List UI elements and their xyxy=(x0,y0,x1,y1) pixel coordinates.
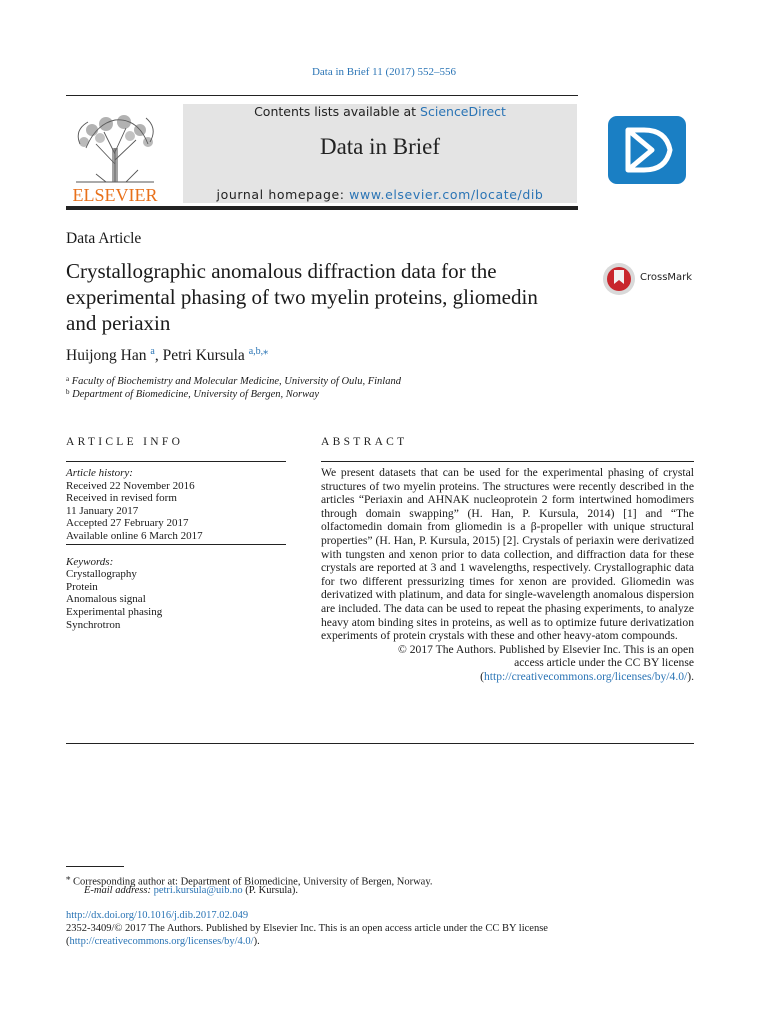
homepage-prefix: journal homepage: xyxy=(216,187,350,202)
author-name[interactable]: Huijong Han xyxy=(66,347,147,364)
abstract-copyright: © 2017 The Authors. Published by Elsevier Inc. This is an open xyxy=(398,642,694,656)
keyword: Synchrotron xyxy=(66,618,121,631)
author-name[interactable]: Petri Kursula xyxy=(162,347,245,364)
keyword: Protein xyxy=(66,580,98,593)
corresponding-text: Corresponding author at: Department of Biomedicine, University of Bergen, Norway. xyxy=(73,876,433,888)
keyword: Experimental phasing xyxy=(66,605,163,618)
sciencedirect-link[interactable]: ScienceDirect xyxy=(420,104,506,119)
corresponding-mark: ⁎ xyxy=(66,872,71,882)
abstract xyxy=(321,466,694,684)
abstract-heading: ABSTRACT xyxy=(321,436,408,448)
email-link[interactable]: petri.kursula@uib.no xyxy=(153,885,243,896)
article-info-heading: ARTICLE INFO xyxy=(66,436,184,448)
abstract-license-url xyxy=(321,670,694,684)
article-type: Data Article xyxy=(66,230,142,247)
abstract-top-rule xyxy=(321,461,694,462)
contents-line xyxy=(183,104,577,119)
history-item: Accepted 27 February 2017 xyxy=(66,517,189,530)
article-info xyxy=(66,467,296,631)
contents-prefix: Contents lists available at xyxy=(254,104,421,119)
bottom-license-url xyxy=(66,935,706,948)
keywords-label: Keywords: xyxy=(66,555,114,568)
journal-citation: Data in Brief 11 (2017) 552–556 xyxy=(311,66,457,78)
homepage-link[interactable]: www.elsevier.com/locate/dib xyxy=(349,187,544,202)
article-info-rule xyxy=(66,461,286,462)
history-label: Article history: xyxy=(66,467,133,479)
abstract-license: access article under the CC BY license xyxy=(514,656,694,670)
author-affiliation-mark[interactable]: a xyxy=(150,346,155,357)
affiliation-mark: a xyxy=(66,375,70,383)
history-item: Available online 6 March 2017 xyxy=(66,529,203,542)
email-label: E-mail address: xyxy=(84,885,151,896)
crossmark-label[interactable]: CrossMark xyxy=(640,272,693,283)
author-affiliation-mark[interactable]: a,b,⁎ xyxy=(248,346,269,357)
affiliation-mark: b xyxy=(66,388,70,396)
front-matter-bottom-rule xyxy=(66,743,694,744)
affiliation-text: Department of Biomedicine, University of Bergen, Norway xyxy=(72,389,320,400)
affiliation-a xyxy=(66,375,401,387)
doi-link[interactable]: http://dx.doi.org/10.1016/j.dib.2017.02.049 xyxy=(66,910,249,921)
article-title: Crystallographic anomalous diffraction data for the experimental phasing of two myelin proteins, gliomedin and periaxin xyxy=(66,259,538,335)
license-link[interactable]: http://creativecommons.org/licenses/by/4.0/ xyxy=(483,669,688,683)
header-bottom-rule xyxy=(66,206,578,210)
journal-name: Data in Brief xyxy=(319,134,441,159)
abstract-body: We present datasets that can be used for the experimental phasing of crystal structures of two myelin proteins. The structures were recently described in the articles “Periaxin and AHNAK nucleoprotein 2 form intertwined homodimers through domain swapping” (H. Han, P. Kursula, 2014) [1] and “The olfactomedin domain from gliomedin is a β-propeller with unique structural properties” (H. Han, P. Kursula, 2015) [2]. Crystals of periaxin were derivatized with tungsten and xenon prior to data collection, and diffraction data for these crystals are reported at 3 and 1 wavelengths, respectively. Crystallographic data for two different pressurizing times for xenon are provided. Gliomedin was derivatized with platinum, and data for single-wavelength anomalous dispersion are included. The data can be used to repeat the phasing experiments, to analyze heavy atom binding sites in proteins, as well as to optimize future derivatization experiments of protein crystals with these and other heavy-atom compounds. xyxy=(321,466,694,643)
elsevier-logo xyxy=(66,104,164,204)
issn-line: 2352-3409/© 2017 The Authors. Published by Elsevier Inc. This is an open access article under the CC BY license xyxy=(66,923,548,934)
data-in-brief-logo xyxy=(608,116,686,184)
paren-close: ). xyxy=(253,936,260,947)
keyword: Crystallography xyxy=(66,568,137,581)
email-suffix: (P. Kursula). xyxy=(242,885,299,896)
keyword: Anomalous signal xyxy=(66,593,146,606)
history-item: 11 January 2017 xyxy=(66,504,139,517)
history-item: Received in revised form xyxy=(66,492,177,505)
header-top-rule xyxy=(66,95,578,96)
email-note xyxy=(66,884,686,897)
info-divider xyxy=(66,544,286,545)
bottom-info xyxy=(66,909,706,948)
author-separator: , xyxy=(154,347,163,364)
history-item: Received 22 November 2016 xyxy=(66,479,195,492)
affiliation-b xyxy=(66,388,319,400)
elsevier-wordmark: ELSEVIER xyxy=(72,185,158,204)
paren-close: ). xyxy=(687,669,694,683)
footnote-rule xyxy=(66,866,124,867)
affiliation-text: Faculty of Biochemistry and Molecular Medicine, University of Oulu, Finland xyxy=(71,376,401,387)
paren-open: ( xyxy=(480,669,484,683)
paren-open: ( xyxy=(66,936,70,947)
journal-homepage xyxy=(183,187,577,202)
author-list xyxy=(66,346,268,365)
bottom-license-link[interactable]: http://creativecommons.org/licenses/by/4.0/ xyxy=(69,936,254,947)
